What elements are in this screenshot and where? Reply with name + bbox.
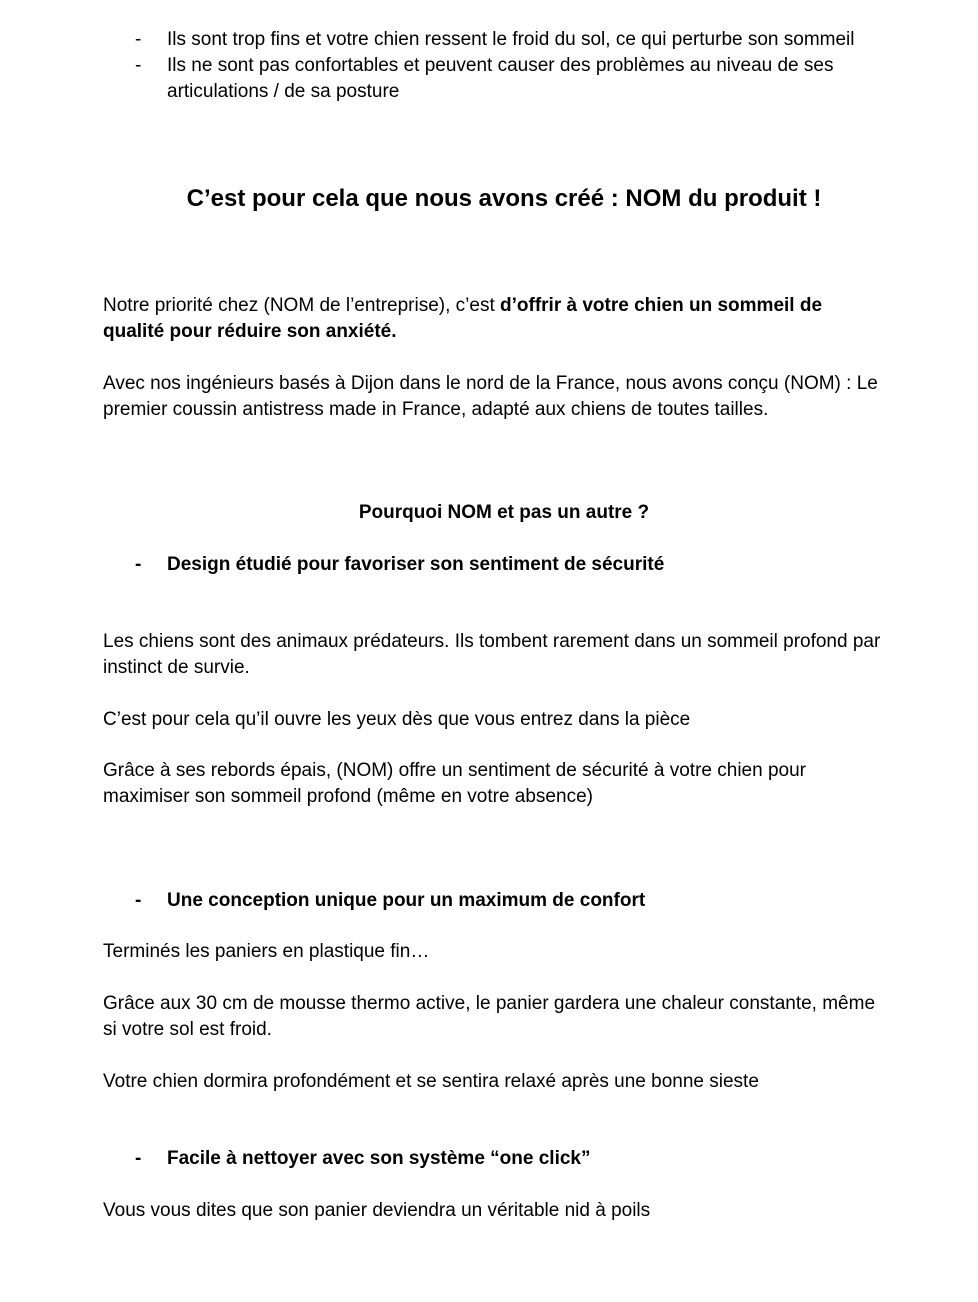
paragraph-line: si votre sol est froid. [103, 1019, 272, 1040]
list-item-heading: Design étudié pour favoriser son sentiment de sécurité [167, 554, 665, 575]
paragraph: Terminés les paniers en plastique fin… [103, 941, 430, 962]
list-item [103, 53, 913, 79]
list-item-text: articulations / de sa posture [167, 81, 400, 102]
list-item [103, 552, 913, 578]
list-marker: - [135, 55, 142, 76]
list-item-continuation [103, 79, 913, 105]
list-item [103, 1146, 913, 1172]
paragraph [103, 629, 913, 681]
list-item-heading: Une conception unique pour un maximum de confort [167, 890, 646, 911]
paragraph [103, 758, 913, 810]
paragraph: Vous vous dites que son panier deviendra un véritable nid à poils [103, 1200, 651, 1221]
list-marker: - [135, 1148, 142, 1169]
paragraph: Votre chien dormira profondément et se sentira relaxé après une bonne sieste [103, 1071, 759, 1092]
list-item [103, 27, 913, 53]
priority-line-1 [103, 293, 913, 319]
paragraph-line: premier coussin antistress made in France, adapté aux chiens de toutes tailles. [103, 399, 769, 420]
priority-paragraph [103, 293, 913, 345]
list-item-heading: Facile à nettoyer avec son système “one click” [167, 1148, 591, 1169]
paragraph-line: Grâce aux 30 cm de mousse thermo active, le panier gardera une chaleur constante, même [103, 993, 876, 1014]
paragraph-line: Grâce à ses rebords épais, (NOM) offre un sentiment de sécurité à votre chien pour [103, 760, 806, 781]
paragraph-line: Les chiens sont des animaux prédateurs. Ils tombent rarement dans un sommeil profond par [103, 631, 881, 652]
section-title: Pourquoi NOM et pas un autre ? [358, 502, 650, 523]
list-item-text: Ils ne sont pas confortables et peuvent causer des problèmes au niveau de ses [167, 55, 834, 76]
paragraph-line: maximiser son sommeil profond (même en votre absence) [103, 786, 593, 807]
list-marker: - [135, 890, 142, 911]
headline: C’est pour cela que nous avons créé : NOM du produit ! [186, 185, 822, 212]
paragraph [103, 991, 913, 1043]
paragraph-line: instinct de survie. [103, 657, 250, 678]
priority-bold-text: qualité pour réduire son anxiété. [103, 321, 397, 342]
list-marker: - [135, 29, 142, 50]
list-item-text: Ils sont trop fins et votre chien ressent le froid du sol, ce qui perturbe son sommeil [167, 29, 855, 50]
list-marker: - [135, 554, 142, 575]
priority-bold-text: d’offrir à votre chien un sommeil de [500, 295, 823, 316]
engineers-paragraph [103, 371, 913, 423]
paragraph: C’est pour cela qu’il ouvre les yeux dès que vous entrez dans la pièce [103, 709, 691, 730]
paragraph-line: Avec nos ingénieurs basés à Dijon dans le nord de la France, nous avons conçu (NOM) : Le [103, 373, 878, 394]
list-item [103, 888, 913, 914]
priority-text: Notre priorité chez (NOM de l’entreprise), c’est [103, 295, 501, 316]
